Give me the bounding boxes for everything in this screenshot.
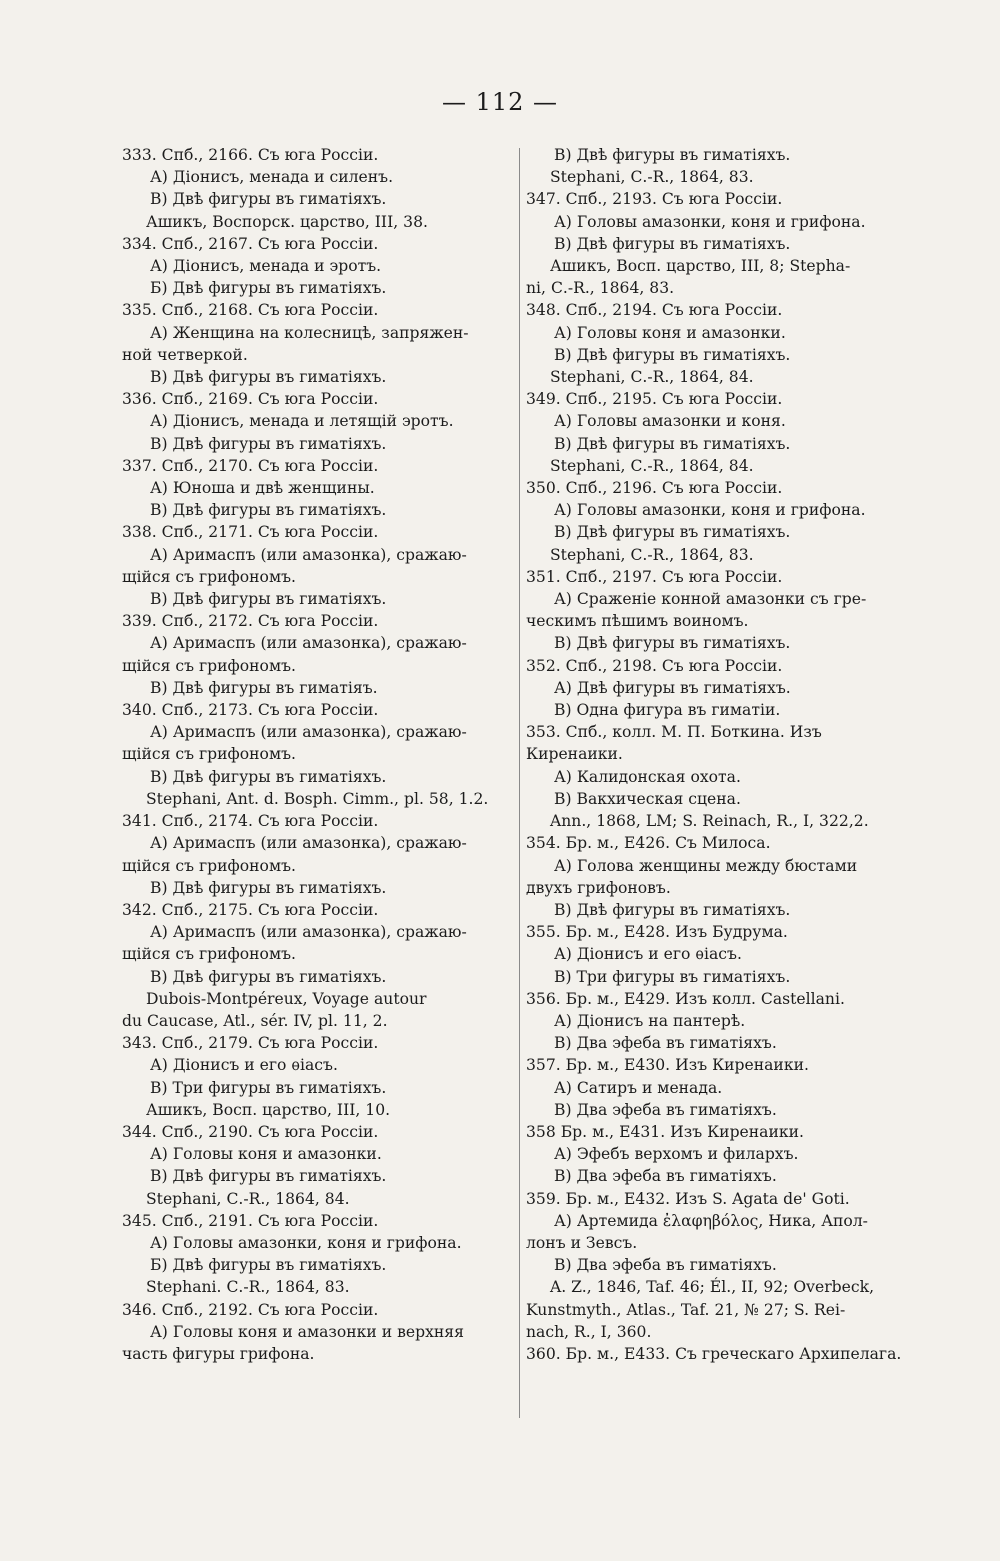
catalog-line-ref: Ann., 1868, LM; S. Reinach, R., I, 322,2.	[550, 812, 869, 831]
catalog-line-sub: А) Головы коня и амазонки.	[554, 323, 786, 342]
catalog-line-entry: 348. Спб., 2194. Съ юга Россiи.	[526, 301, 783, 320]
catalog-line-cont: nach, R., I, 360.	[526, 1322, 652, 1341]
catalog-line-cont: ческимъ пѣшимъ воиномъ.	[526, 612, 749, 631]
catalog-line-entry: 354. Бр. м., Е426. Съ Милоса.	[526, 834, 771, 853]
catalog-line-sub: А) Аримаспъ (или амазонка), сражаю-	[150, 545, 467, 564]
catalog-line-cont: Киренаики.	[526, 745, 623, 764]
catalog-line-cont: часть фигуры грифона.	[122, 1344, 315, 1363]
catalog-line-sub: В) Одна фигура въ гиматiи.	[554, 701, 781, 720]
catalog-line-entry: 351. Спб., 2197. Съ юга Россiи.	[526, 567, 783, 586]
catalog-line-sub: В) Двѣ фигуры въ гиматiяхъ.	[554, 900, 791, 919]
catalog-line-sub: А) Дiонисъ и его ѳiасъ.	[150, 1056, 338, 1075]
catalog-line-sub: А) Дiонисъ, менада и эротъ.	[150, 257, 382, 276]
catalog-line-entry: 356. Бр. м., Е429. Изъ колл. Castellani.	[526, 989, 845, 1008]
catalog-line-ref: A. Z., 1846, Taf. 46; Él., II, 92; Overbeck,	[550, 1278, 875, 1297]
catalog-line-sub: А) Аримаспъ (или амазонка), сражаю-	[150, 834, 467, 853]
catalog-line-sub: А) Сатиръ и менада.	[554, 1078, 723, 1097]
catalog-line-entry: 358 Бр. м., Е431. Изъ Киренаики.	[526, 1122, 804, 1141]
catalog-line-entry: 355. Бр. м., Е428. Изъ Будрума.	[526, 923, 788, 942]
catalog-line-cont: лонъ и Зевсъ.	[526, 1233, 638, 1252]
catalog-line-sub: А) Дiонисъ и его ѳiасъ.	[554, 945, 742, 964]
catalog-line-cont: Kunstmyth., Atlas., Taf. 21, № 27; S. Rei-	[526, 1300, 846, 1319]
catalog-line-sub: А) Аримаспъ (или амазонка), сражаю-	[150, 923, 467, 942]
catalog-line-sub: Б) Двѣ фигуры въ гиматiяхъ.	[150, 1256, 387, 1275]
catalog-line-entry: 343. Спб., 2179. Съ юга Россiи.	[122, 1034, 379, 1053]
right-column	[526, 144, 916, 1365]
catalog-line-entry: 342. Спб., 2175. Съ юга Россiи.	[122, 900, 379, 919]
catalog-line-sub: В) Двѣ фигуры въ гиматiяхъ.	[554, 146, 791, 164]
catalog-line-ref: Ашикъ, Воспорск. царство, III, 38.	[146, 212, 428, 231]
catalog-line-sub: В) Три фигуры въ гиматiяхъ.	[554, 967, 791, 986]
catalog-line-sub: В) Двѣ фигуры въ гиматiяхъ.	[554, 634, 791, 653]
catalog-line-entry: 360. Бр. м., Е433. Съ греческаго Архипелага.	[526, 1344, 902, 1363]
catalog-line-entry: 338. Спб., 2171. Съ юга Россiи.	[122, 523, 379, 542]
catalog-line-sub: В) Вакхическая сцена.	[554, 789, 741, 808]
catalog-line-sub: А) Артемида ἐλαφηβόλος, Ника, Апол-	[554, 1211, 868, 1230]
catalog-line-sub: В) Три фигуры въ гиматiяхъ.	[150, 1078, 387, 1097]
catalog-line-entry: 353. Спб., колл. М. П. Боткина. Изъ	[526, 723, 822, 742]
catalog-line-cont: двухъ грифоновъ.	[526, 878, 671, 897]
catalog-line-ref: Stephani, С.-R., 1864, 83.	[550, 168, 754, 187]
catalog-line-sub: В) Два эфеба въ гиматiяхъ.	[554, 1034, 777, 1053]
catalog-line-entry: 337. Спб., 2170. Съ юга Россiи.	[122, 456, 379, 475]
catalog-line-entry: 344. Спб., 2190. Съ юга Россiи.	[122, 1122, 379, 1141]
catalog-line-entry: 357. Бр. м., Е430. Изъ Киренаики.	[526, 1056, 809, 1075]
catalog-line-ref: Ашикъ, Восп. царство, III, 10.	[146, 1100, 391, 1119]
catalog-line-sub: В) Двѣ фигуры въ гиматiяхъ.	[150, 190, 387, 209]
catalog-line-sub: В) Двѣ фигуры въ гиматiяхъ.	[150, 878, 387, 897]
catalog-line-ref: Ашикъ, Восп. царство, III, 8; Stepha-	[550, 257, 851, 276]
catalog-line-sub: А) Головы амазонки, коня и грифона.	[150, 1233, 462, 1252]
catalog-line-sub: В) Двѣ фигуры въ гиматiяхъ.	[150, 1167, 387, 1186]
catalog-line-cont: du Caucase, Atl., sér. IV, pl. 11, 2.	[122, 1011, 388, 1030]
catalog-line-ref: Stephani, С.-R., 1864, 84.	[550, 456, 754, 475]
column-divider	[519, 148, 520, 1418]
catalog-line-sub: В) Двѣ фигуры въ гиматiяхъ.	[150, 767, 387, 786]
catalog-line-cont: ной четверкой.	[122, 345, 248, 364]
catalog-line-sub: В) Двѣ фигуры въ гиматiяхъ.	[554, 523, 791, 542]
catalog-line-sub: А) Эфебъ верхомъ и филархъ.	[554, 1145, 799, 1164]
catalog-line-ref: Stephani, С.-R., 1864, 84.	[146, 1189, 350, 1208]
catalog-line-sub: А) Двѣ фигуры въ гиматiяхъ.	[554, 678, 791, 697]
catalog-line-sub: Б) Двѣ фигуры въ гиматiяхъ.	[150, 279, 387, 298]
catalog-line-entry: 335. Спб., 2168. Съ юга Россiи.	[122, 301, 379, 320]
catalog-line-sub: А) Головы амазонки, коня и грифона.	[554, 212, 866, 231]
catalog-line-ref: Stephani, Ant. d. Bosph. Cimm., pl. 58, 1.2.	[146, 789, 489, 808]
catalog-line-sub: В) Двѣ фигуры въ гиматiяхъ.	[150, 434, 387, 453]
catalog-line-sub: А) Женщина на колесницѣ, запряжен-	[150, 323, 469, 342]
catalog-line-entry: 341. Спб., 2174. Съ юга Россiи.	[122, 812, 379, 831]
catalog-line-entry: 352. Спб., 2198. Съ юга Россiи.	[526, 656, 783, 675]
catalog-line-sub: А) Сраженiе конной амазонки съ гре-	[554, 590, 867, 609]
catalog-line-sub: А) Головы амазонки, коня и грифона.	[554, 501, 866, 520]
page-number: — 112 —	[441, 88, 559, 116]
catalog-line-ref: Dubois-Montpéreux, Voyage autour	[146, 989, 427, 1008]
catalog-line-entry: 340. Спб., 2173. Съ юга Россiи.	[122, 701, 379, 720]
left-column	[122, 144, 518, 1365]
catalog-line-sub: В) Два эфеба въ гиматiяхъ.	[554, 1167, 777, 1186]
catalog-line-sub: А) Дiонисъ, менада и летящiй эротъ.	[150, 412, 454, 431]
catalog-line-sub: В) Двѣ фигуры въ гиматiяхъ.	[554, 434, 791, 453]
catalog-line-entry: 359. Бр. м., Е432. Изъ S. Agata de' Goti.	[526, 1189, 850, 1208]
catalog-line-entry: 336. Спб., 2169. Съ юга Россiи.	[122, 390, 379, 409]
catalog-line-sub: В) Двѣ фигуры въ гиматiяхъ.	[150, 501, 387, 520]
catalog-line-cont: щiйся съ грифономъ.	[122, 856, 296, 875]
catalog-line-cont: щiйся съ грифономъ.	[122, 945, 296, 964]
catalog-line-sub: В) Двѣ фигуры въ гиматiяхъ.	[150, 967, 387, 986]
catalog-line-ref: Stephani, С.-R., 1864, 84.	[550, 368, 754, 387]
catalog-line-entry: 350. Спб., 2196. Съ юга Россiи.	[526, 479, 783, 498]
catalog-line-ref: Stephani. С.-R., 1864, 83.	[146, 1278, 350, 1297]
catalog-line-sub: В) Двѣ фигуры въ гиматiяхъ.	[554, 234, 791, 253]
catalog-line-entry: 339. Спб., 2172. Съ юга Россiи.	[122, 612, 379, 631]
catalog-line-entry: 345. Спб., 2191. Съ юга Россiи.	[122, 1211, 379, 1230]
catalog-line-entry: 334. Спб., 2167. Съ юга Россiи.	[122, 234, 379, 253]
catalog-line-sub: А) Головы коня и амазонки и верхняя	[150, 1322, 464, 1341]
catalog-line-sub: А) Головы амазонки и коня.	[554, 412, 786, 431]
catalog-line-sub: А) Аримаспъ (или амазонка), сражаю-	[150, 723, 467, 742]
catalog-line-sub: В) Двѣ фигуры въ гиматiяхъ.	[150, 590, 387, 609]
catalog-line-entry: 347. Спб., 2193. Съ юга Россiи.	[526, 190, 783, 209]
catalog-line-sub: А) Дiонисъ на пантерѣ.	[554, 1011, 746, 1030]
catalog-line-entry: 349. Спб., 2195. Съ юга Россiи.	[526, 390, 783, 409]
catalog-line-entry: 346. Спб., 2192. Съ юга Россiи.	[122, 1300, 379, 1319]
catalog-line-sub: А) Юноша и двѣ женщины.	[150, 479, 375, 498]
catalog-line-sub: В) Два эфеба въ гиматiяхъ.	[554, 1100, 777, 1119]
catalog-line-cont: ni, С.-R., 1864, 83.	[526, 279, 675, 298]
catalog-line-sub: В) Два эфеба въ гиматiяхъ.	[554, 1256, 777, 1275]
catalog-line-ref: Stephani, С.-R., 1864, 83.	[550, 545, 754, 564]
catalog-line-sub: А) Головы коня и амазонки.	[150, 1145, 382, 1164]
catalog-line-entry: 333. Спб., 2166. Съ юга Россiи.	[122, 146, 379, 164]
catalog-line-cont: щiйся съ грифономъ.	[122, 745, 296, 764]
catalog-line-sub: В) Двѣ фигуры въ гиматiяъ.	[150, 678, 378, 697]
catalog-line-cont: щiйся съ грифономъ.	[122, 656, 296, 675]
catalog-line-cont: щiйся съ грифономъ.	[122, 567, 296, 586]
catalog-line-sub: А) Дiонисъ, менада и силенъ.	[150, 168, 394, 187]
catalog-line-sub: В) Двѣ фигуры въ гиматiяхъ.	[150, 368, 387, 387]
catalog-line-sub: В) Двѣ фигуры въ гиматiяхъ.	[554, 345, 791, 364]
catalog-line-sub: А) Голова женщины между бюстами	[554, 856, 858, 875]
catalog-line-sub: А) Аримаспъ (или амазонка), сражаю-	[150, 634, 467, 653]
catalog-line-sub: А) Калидонская охота.	[554, 767, 741, 786]
